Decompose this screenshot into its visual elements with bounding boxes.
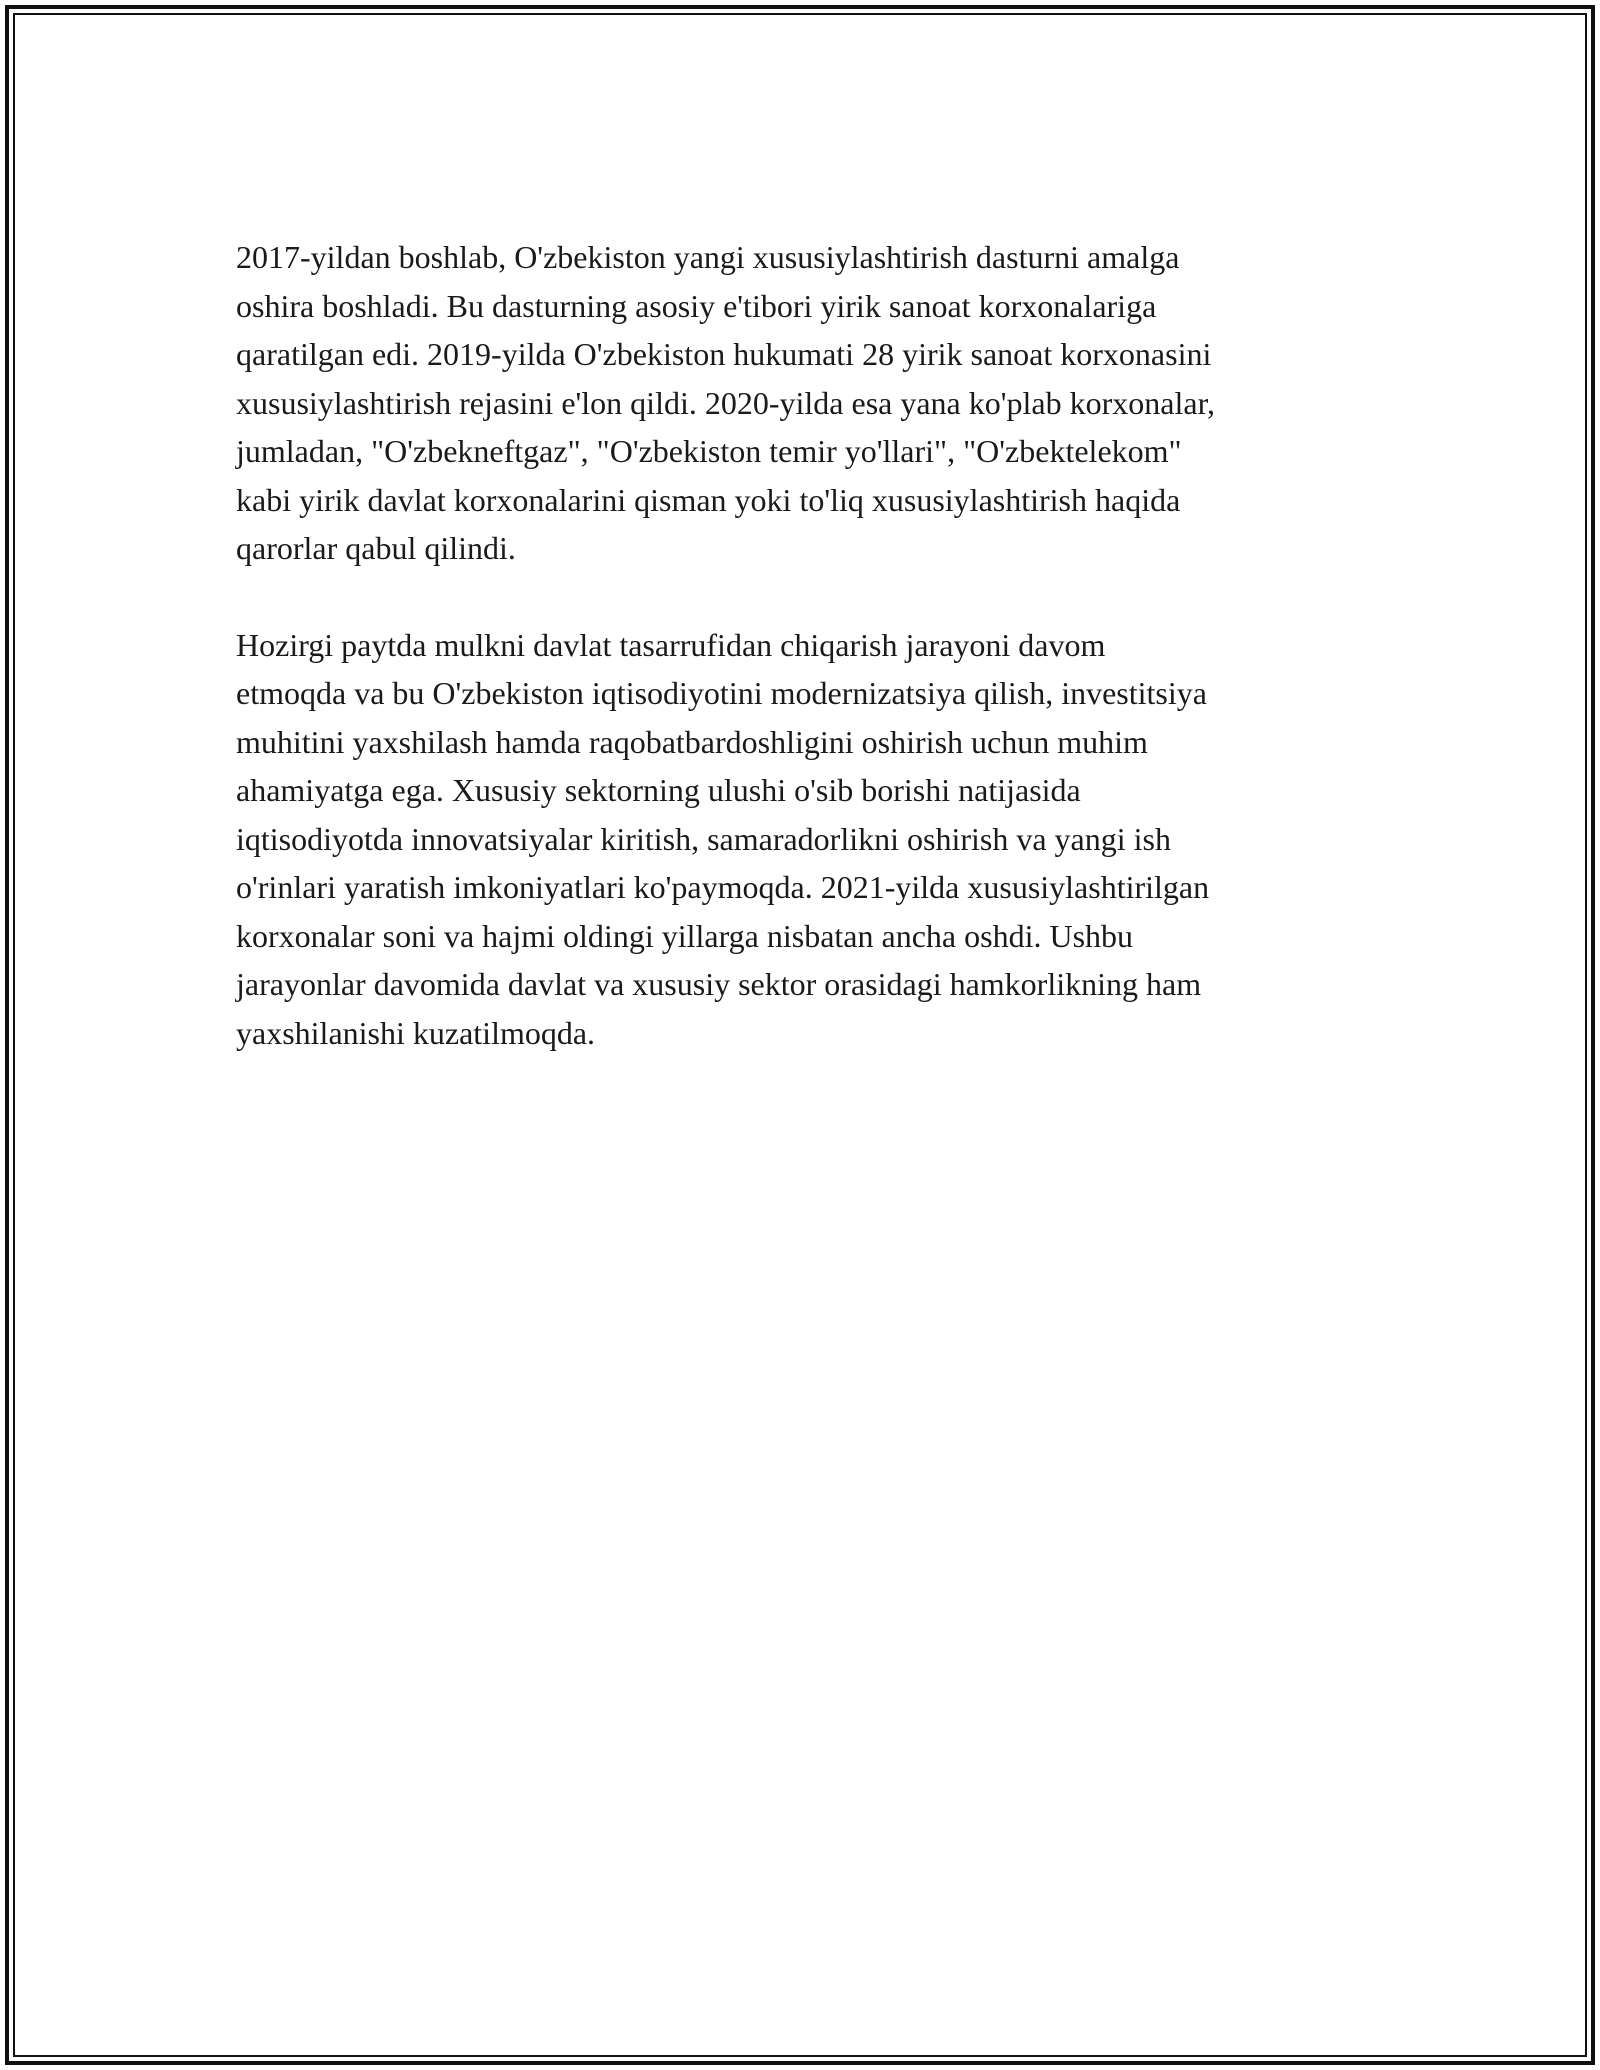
document-body (236, 233, 1386, 1105)
paragraph-2: Hozirgi paytda mulkni davlat tasarrufidan chiqarish jarayoni davom etmoqda va bu O'zbekiston iqtisodiyotini modernizatsiya qilish, investitsiya muhitini yaxshilash hamda raqobatbardoshligini oshirish uchun muhim ahamiyatga ega. Xususiy sektorning ulushi o'sib borishi natijasida iqtisodiyotda innovatsiyalar kiritish, samaradorlikni oshirish va yangi ish o'rinlari yaratish imkoniyatlari ko'paymoqda. 2021-yilda xususiylashtirilgan korxonalar soni va hajmi oldingi yillarga nisbatan ancha oshdi. Ushbu jarayonlar davomida davlat va xususiy sektor orasidagi hamkorlikning ham yaxshilanishi kuzatilmoqda. (236, 626, 1210, 1051)
paragraph-1: 2017-yildan boshlab, O'zbekiston yangi xususiylashtirish dasturni amalga oshira boshladi. Bu dasturning asosiy e'tibori yirik sanoat korxonalariga qaratilgan edi. 2019-yilda O'zbekiston hukumati 28 yirik sanoat korxonasini xususiylashtirish rejasini e'lon qildi. 2020-yilda esa yana ko'plab korxonalar, jumladan, "O'zbekneftgaz", "O'zbekiston temir yo'llari", "O'zbektelekom" kabi yirik davlat korxonalarini qisman yoki to'liq xususiylashtirish haqida qarorlar qabul qilindi. (236, 239, 1215, 566)
